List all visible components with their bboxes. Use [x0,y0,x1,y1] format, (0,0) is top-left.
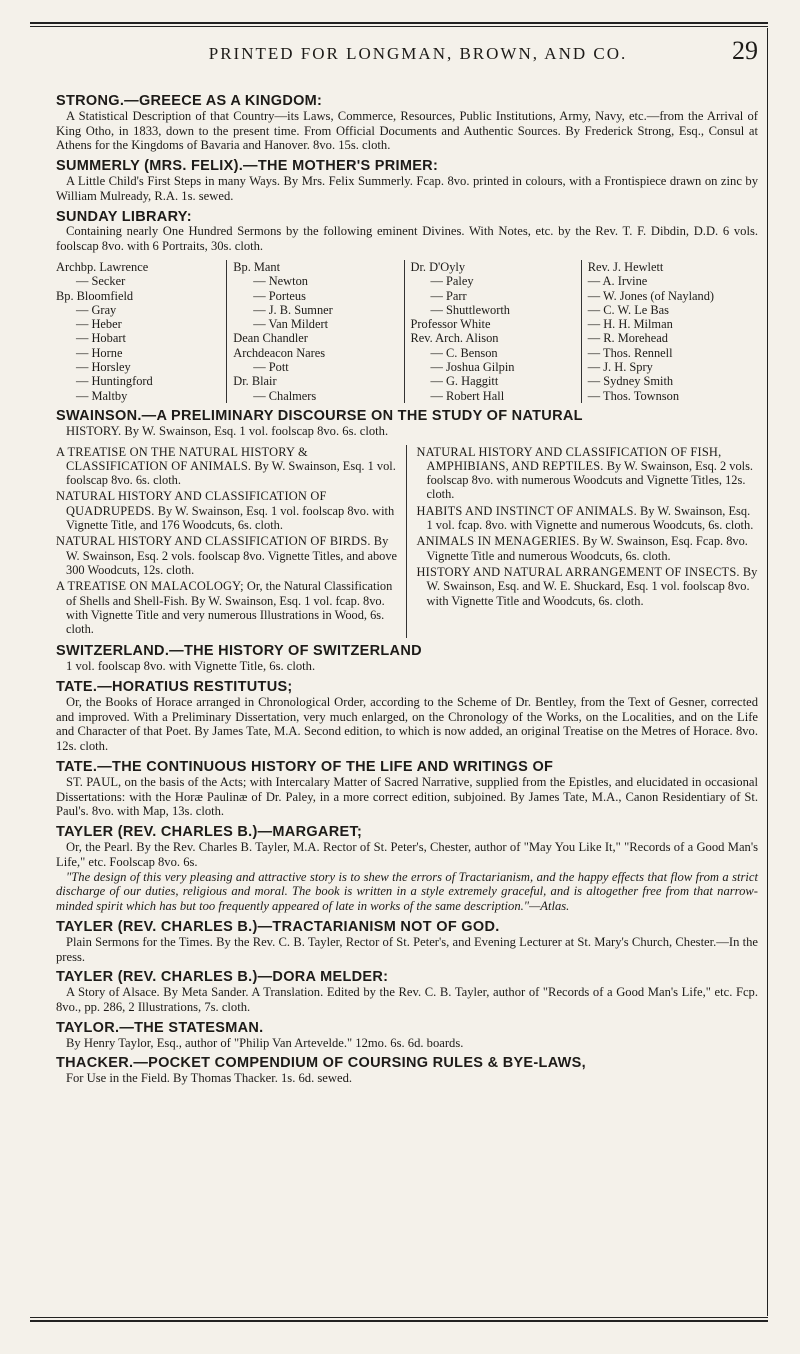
work-details: Or, the Natural Classification of Shells and Shell-Fish. By W. Swainson, Esq. 1 vol. fcap. 8vo. with Vignette Title and very numerous Illustrations in Wood, 6s. cloth. [66,579,393,637]
divine-name: Dr. D'Oyly [410,259,466,274]
divine-name: — Secker [76,274,126,289]
catalogue-entry [56,825,758,914]
divines-column [56,260,226,403]
divine-name: — Horsley [76,360,131,375]
bottom-rule [30,1320,768,1322]
catalogue-entry [56,94,758,153]
divine-name: Professor White [410,317,491,332]
entry-heading: SWAINSON.—A PRELIMINARY DISCOURSE ON THE STUDY OF NATURAL [56,407,583,424]
divine-name: — Thos. Townson [587,388,680,403]
divine-name: — Heber [76,317,122,332]
divine-name: — Pott [253,360,289,375]
swainson-work [417,565,759,608]
catalogue-entry [56,210,758,254]
bottom-rule-inner [30,1317,768,1318]
entry-heading: TAYLER (REV. CHARLES B.)—DORA MELDER: [56,969,389,986]
entry-review-quote: "The design of this very pleasing and attractive story is to shew the errors of Tractarianism, and the happy effects that flow from a strict discharge of our duties, religious and moral. The book is written in a style extremely graceful, and is altogether free from that narrow-minded spirit which has but too frequently appeared of late in works of the same description."—Atlas. [56,869,758,914]
entry-description: HISTORY. By W. Swainson, Esq. 1 vol. foolscap 8vo. 6s. cloth. [66,423,389,438]
divine-name: — Van Mildert [253,317,329,332]
entry-description: By Henry Taylor, Esq., author of "Philip Van Artevelde." 12mo. 6s. 6d. boards. [66,1035,464,1050]
running-header [78,36,758,70]
divine-name: Rev. J. Hewlett [587,259,664,274]
divine-name: — W. Jones (of Nayland) [587,288,715,303]
divine-name: Rev. Arch. Alison [410,331,499,346]
swainson-work [417,534,759,563]
catalogue-entry [56,970,758,1014]
entry-description: Plain Sermons for the Times. By the Rev. C. B. Tayler, Rector of St. Peter's, and Evening Lecturer at St. Mary's Church, Chester.—In the press. [56,934,758,964]
top-rule-inner [30,26,768,27]
entry-heading: TAYLOR.—THE STATESMAN. [56,1019,264,1036]
catalogue-page [30,22,768,1322]
divine-name: — Thos. Rennell [587,345,673,360]
entry-heading: STRONG.—GREECE AS A KINGDOM: [56,93,323,109]
divine-name: — Maltby [76,388,128,403]
publisher-imprint: PRINTED FOR LONGMAN, BROWN, AND CO. [208,44,628,63]
divine-name: — Paley [430,274,474,289]
divine-name: — C. Benson [430,345,498,360]
swainson-works [56,445,758,639]
work-details: By W. Swainson, Esq. and W. E. Shuckard, Esq. 1 vol. foolscap 8vo. with Vignette Title and Woodcuts, 6s. cloth. [426,564,758,608]
divine-name: — R. Morehead [587,331,668,346]
entry-description: Containing nearly One Hundred Sermons by the following eminent Divines. With Notes, etc. by the Rev. T. F. Dibdin, D.D. 6 vols. foolscap 8vo. with 6 Portraits, 30s. cloth. [56,224,758,254]
entry-heading: TATE.—HORATIUS RESTITUTUS; [56,678,293,695]
divine-name: Archbp. Lawrence [56,259,149,274]
catalogue-entry [56,1056,758,1086]
right-border [767,28,768,1316]
entry-description: A Statistical Description of that Country—its Laws, Commerce, Resources, Public Institutions, Army, Navy, etc.—from the Arrival of King Otho, in 1833, down to the present time. From Official Documents and Authentic Sources. By Frederick Strong, Esq., Consul at Athens for the Kingdoms of Bavaria and Hanover. 8vo. 15s. cloth. [56,108,758,153]
top-rule [30,22,768,24]
entry-heading: THACKER.—POCKET COMPENDIUM OF COURSING RULES & BYE-LAWS, [56,1055,586,1072]
divine-name: Dean Chandler [233,331,308,346]
catalogue-content [56,94,758,1092]
divine-name: Dr. Blair [233,374,277,389]
work-title: HABITS AND INSTINCT OF ANIMALS. [416,503,637,518]
entry-description: Or, the Books of Horace arranged in Chronological Order, according to the Scheme of Dr. Bentley, from the Text of Gesner, corrected and improved. With a Preliminary Dissertation, very much enlarged, on the Chronology of the Works, on the Localities, and on the Life and Character of that Poet. By James Tate, M.A. Second edition, to which is now added, an original Treatise on the Metres of Horace. 8vo. 12s. cloth. [56,694,758,754]
divine-name: — G. Haggitt [430,374,499,389]
swainson-work [56,445,398,488]
divines-column [404,260,581,403]
work-details: By W. Swainson, Esq. 1 vol. foolscap 8vo. with Vignette Title, and 176 Woodcuts, 6s. cloth. [66,503,395,533]
page-number: 29 [732,36,758,65]
work-title: A TREATISE ON MALACOLOGY; [56,579,244,594]
catalogue-entry [56,409,758,439]
entry-description: A Story of Alsace. By Meta Sander. A Translation. Edited by the Rev. C. B. Tayler, author of "Records of a Good Man's Life," etc. Fcp. 8vo., pp. 286, 2 Illustrations, 7s. cloth. [56,985,758,1014]
catalogue-entry [56,644,758,674]
divine-name: — Newton [253,274,308,289]
work-title: HISTORY AND NATURAL ARRANGEMENT OF INSECTS. [416,564,740,579]
divine-name: — Gray [76,302,117,317]
swainson-column-right [406,445,759,639]
divine-name: — Huntingford [76,374,153,389]
entries-group-a [56,94,758,254]
entries-group-b [56,409,758,439]
divine-name: — J. H. Spry [587,360,653,375]
entry-description: For Use in the Field. By Thomas Thacker. 1s. 6d. sewed. [66,1071,353,1086]
entry-heading: TAYLER (REV. CHARLES B.)—MARGARET; [56,824,363,841]
swainson-work [56,534,398,577]
catalogue-entry [56,920,758,964]
divine-name: — Sydney Smith [587,374,674,389]
work-title: A TREATISE ON THE NATURAL HISTORY & CLASSIFICATION OF ANIMALS. [56,444,308,473]
swainson-work [56,489,398,532]
divine-name: — Parr [430,288,467,303]
divine-name: — H. H. Milman [587,317,673,332]
entry-description: ST. PAUL, on the basis of the Acts; with Intercalary Matter of Sacred Narrative, supplied from the Epistles, and elucidated in occasional Dissertations: with the Horæ Paulinæ of Dr. Paley, in a more correct edition, subjoined. By James Tate, M.A., Canon Residentiary of St. Paul's. 8vo. with Map, 13s. cloth. [56,774,758,819]
catalogue-entry [56,760,758,819]
entry-heading: TAYLER (REV. CHARLES B.)—TRACTARIANISM NOT OF GOD. [56,918,500,935]
divines-column [581,260,758,403]
entry-heading: SUMMERLY (MRS. FELIX).—THE MOTHER'S PRIMER: [56,158,439,175]
swainson-work [417,445,759,502]
entry-description: 1 vol. foolscap 8vo. with Vignette Title, 6s. cloth. [66,659,316,674]
swainson-work [417,504,759,533]
divine-name: — Hobart [76,331,126,346]
entry-heading: SUNDAY LIBRARY: [56,208,192,225]
work-details: By W. Swainson, Esq. 2 vols. foolscap 8vo. Vignette Titles, and above 300 Woodcuts, 12s. cloth. [66,534,398,577]
divine-name: — Shuttleworth [430,302,511,317]
entry-description: A Little Child's First Steps in many Ways. By Mrs. Felix Summerly. Fcap. 8vo. printed in colours, with a Frontispiece drawn on zinc by William Mulready, R.A. 1s. sewed. [56,173,758,203]
divine-name: — A. Irvine [587,274,648,289]
work-title: NATURAL HISTORY AND CLASSIFICATION OF QUADRUPEDS. [56,489,327,518]
divine-name: — Porteus [253,288,306,303]
catalogue-entry [56,680,758,754]
work-details: By W. Swainson, Esq. Fcap. 8vo. Vignette Title and numerous Woodcuts, 6s. cloth. [426,534,748,563]
work-details: By W. Swainson, Esq. 2 vols. foolscap 8vo. with numerous Woodcuts and Vignette Titles, 12s. cloth. [426,458,754,502]
catalogue-entry [56,1021,758,1051]
divines-column [226,260,403,403]
entry-description: Or, the Pearl. By the Rev. Charles B. Tayler, M.A. Rector of St. Peter's, Chester, author of "May You Like It," "Records of a Good Man's Life," etc. Foolscap 8vo. 6s. [56,839,758,869]
entry-heading: TATE.—THE CONTINUOUS HISTORY OF THE LIFE AND WRITINGS OF [56,758,554,775]
work-title: NATURAL HISTORY AND CLASSIFICATION OF FISH, AMPHIBIANS, AND REPTILES. [416,444,722,473]
divine-name: — Horne [76,345,123,360]
work-title: NATURAL HISTORY AND CLASSIFICATION OF BIRDS. [56,534,371,549]
entry-heading: SWITZERLAND.—THE HISTORY OF SWITZERLAND [56,643,422,660]
swainson-column-left [56,445,406,639]
divines-list [56,260,758,403]
divine-name: — Joshua Gilpin [430,360,515,375]
work-details: By W. Swainson, Esq. 1 vol. foolscap 8vo. 6s. cloth. [66,458,396,488]
divine-name: Archdeacon Nares [233,345,326,360]
divine-name: Bp. Mant [233,259,281,274]
catalogue-entry [56,159,758,203]
divine-name: — J. B. Sumner [253,302,333,317]
work-title: ANIMALS IN MENAGERIES. [416,534,580,549]
divine-name: — Robert Hall [430,388,505,403]
divine-name: Bp. Bloomfield [56,288,134,303]
divine-name: — Chalmers [253,388,317,403]
work-details: By W. Swainson, Esq. 1 vol. fcap. 8vo. with Vignette and numerous Woodcuts, 6s. cloth. [426,503,754,533]
entries-group-c [56,644,758,1086]
divine-name: — C. W. Le Bas [587,302,669,317]
swainson-work [56,579,398,636]
